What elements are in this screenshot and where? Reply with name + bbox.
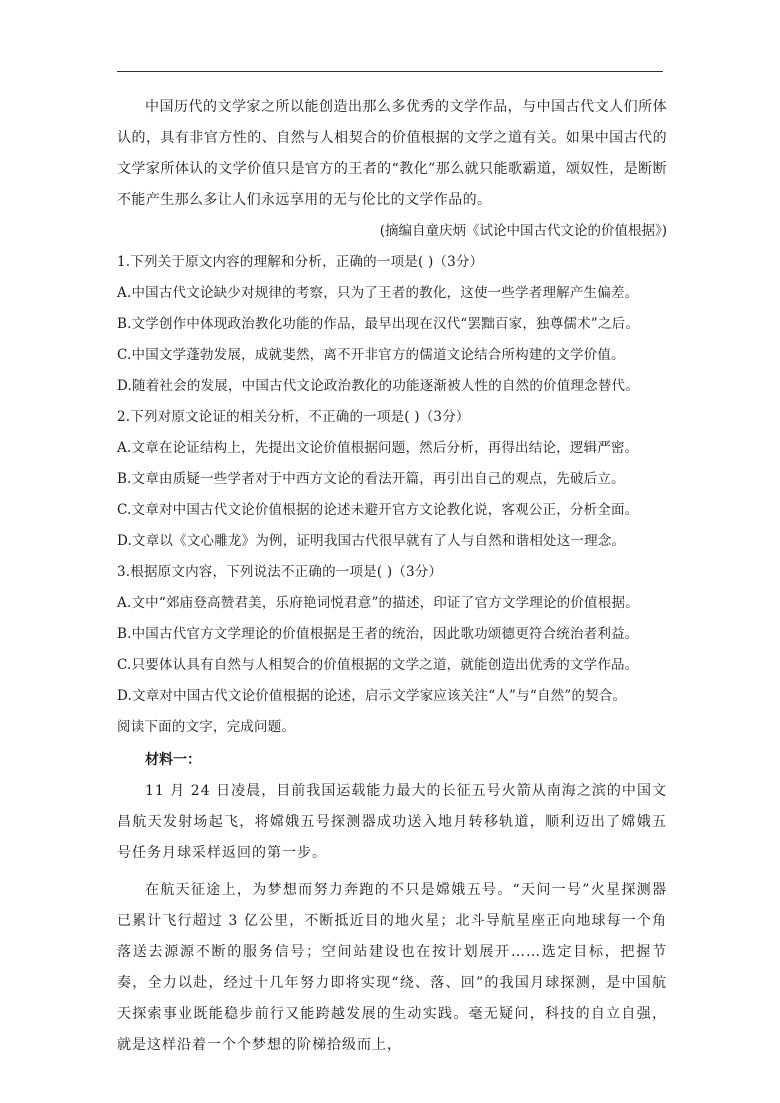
- option-d: D.文章对中国古代文论价值根据的论述，启示文学家应该关注“人”与“自然”的契合。: [117, 688, 627, 704]
- material-heading: 材料一：: [145, 752, 201, 768]
- option-b: B.文学创作中体现政治教化功能的作品，最早出现在汉代“罢黜百家，独尊儒术”之后。: [117, 316, 640, 332]
- material-paragraph-2: 在航天征途上，为梦想而努力奔跑的不只是嫦娥五号。“天问一号”火星探测器已累计飞行超过 3 亿公里，不断抵近目的地火星；北斗导航星座正向地球每一个角落送去源源不断的服务信号；空间站建设也在按计划展开……选定目标，把握节奏，全力以赴，经过十几年努力即将实现“绕、落、回”的我国月球探测，是中国航天探索事业既能稳步前行又能跨越发展的生动实践。毫无疑问，科技的自立自强，就是这样沿着一个个梦想的阶梯拾级而上，: [117, 882, 667, 1053]
- material-paragraph-1: 11 月 24 日凌晨，目前我国运载能力最大的长征五号火箭从南海之滨的中国文昌航天发射场起飞，将嫦娥五号探测器成功送入地月转移轨道，顺利迈出了嫦娥五号任务月球采样返回的第一步。: [117, 783, 667, 861]
- reading-prompt: 阅读下面的文字，完成问题。: [117, 719, 296, 735]
- option-c: C.只要体认具有自然与人相契合的价值根据的文学之道，就能创造出优秀的文学作品。: [117, 657, 639, 673]
- option-a: A.中国古代文论缺少对规律的考察，只为了王者的教化，这使一些学者理解产生偏差。: [117, 285, 639, 301]
- passage-paragraph: 中国历代的文学家之所以能创造出那么多优秀的文学作品，与中国古代文人们所体认的，具有非官方性的、自然与人相契合的价值根据的文学之道有关。如果中国古代的文学家所体认的文学价值只是官方的王者的“教化”那么就只能歌霸道，颂奴性，是断断不能产生那么多让人们永远享用的无与伦比的文学作品的。: [117, 99, 667, 208]
- question-stem: 2.下列对原文论证的相关分析，不正确的一项是( )（3分）: [117, 409, 470, 425]
- question-2: [117, 402, 667, 557]
- option-a: A.文中“郊庙登高赞君美，乐府艳词悦君意”的描述，印证了官方文学理论的价值根据。: [117, 595, 639, 611]
- document-content: [117, 92, 667, 1061]
- passage-source: (摘编自童庆炳《试论中国古代文论的价值根据》): [379, 223, 667, 239]
- option-d: D.随着社会的发展，中国古代文论政治教化的功能逐渐被人性的自然的价值理念替代。: [117, 378, 639, 394]
- question-stem: 3.根据原文内容，下列说法不正确的一项是( )（3分）: [117, 564, 443, 580]
- option-b: B.中国古代官方文学理论的价值根据是王者的统治，因此歌功颂德更符合统治者利益。: [117, 626, 639, 642]
- question-stem: 1.下列关于原文内容的理解和分析，正确的一项是( )（3分）: [117, 254, 484, 270]
- option-b: B.文章由质疑一些学者对于中西方文论的看法开篇，再引出自己的观点，先破后立。: [117, 471, 625, 487]
- question-1: [117, 247, 667, 402]
- option-a: A.文章在论证结构上，先提出文论价值根据问题，然后分析，再得出结论，逻辑严密。: [117, 440, 639, 456]
- option-d: D.文章以《文心雕龙》为例，证明我国古代很早就有了人与自然和谐相处这一理念。: [117, 533, 626, 549]
- option-c: C.文章对中国古代文论价值根据的论述未避开官方文论教化说，客观公正，分析全面。: [117, 502, 639, 518]
- option-c: C.中国文学蓬勃发展，成就斐然，离不开非官方的儒道文论结合所构建的文学价值。: [117, 347, 625, 363]
- header-rule: [117, 71, 663, 72]
- question-3: [117, 557, 667, 712]
